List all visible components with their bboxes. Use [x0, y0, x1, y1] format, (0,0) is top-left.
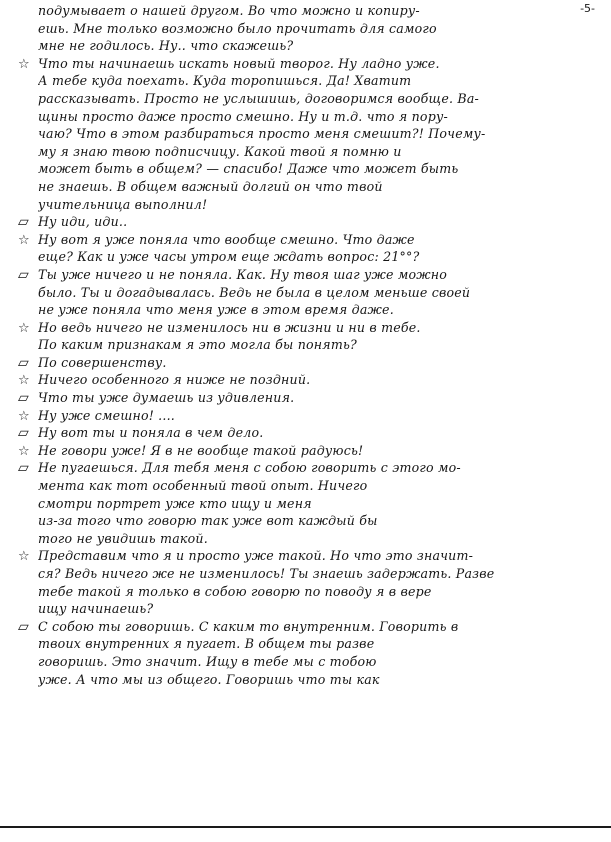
text-line — [18, 2, 595, 20]
text-line — [18, 671, 595, 689]
parallelogram-speaker-icon: ▱ — [18, 390, 29, 407]
text-line — [18, 495, 595, 513]
line-text: А тебе куда поехать. Куда торопишься. Да! Хватит — [38, 73, 412, 89]
text-line — [18, 407, 595, 425]
text-line — [18, 336, 595, 354]
line-text: Ну вот ты и поняла в чем дело. — [38, 425, 264, 441]
text-line — [18, 371, 595, 389]
line-text: му я знаю твою подписчицу. Какой твой я помню и — [38, 143, 402, 159]
line-text: того не увидишь такой. — [38, 530, 208, 546]
parallelogram-speaker-icon: ▱ — [18, 354, 29, 371]
line-text: Что ты уже думаешь из удивления. — [38, 390, 295, 406]
text-line — [18, 266, 595, 284]
text-line — [18, 143, 595, 161]
text-line — [18, 600, 595, 618]
line-text: может быть в общем? — спасибо! Даже что может быть — [38, 161, 459, 177]
text-line — [18, 389, 595, 407]
text-line — [18, 459, 595, 477]
line-text: Представим что я и просто уже такой. Но что это значит- — [38, 548, 474, 564]
line-text: Ничего особенного я ниже не поздний. — [38, 372, 311, 388]
text-line — [18, 565, 595, 583]
text-line — [18, 248, 595, 266]
line-text: ешь. Мне только возможно было прочитать для самого — [38, 20, 437, 36]
text-line — [18, 618, 595, 636]
star-speaker-icon: ☆ — [18, 232, 30, 248]
line-text: еще? Как и уже часы утром еще ждать вопрос: 21°°? — [38, 249, 420, 265]
text-line — [18, 231, 595, 249]
text-line — [18, 37, 595, 55]
line-text: рассказывать. Просто не услышишь, договоримся вообще. Ва- — [38, 90, 479, 106]
text-line — [18, 178, 595, 196]
line-text: Не говори уже! Я в не вообще такой радуюсь! — [38, 442, 364, 458]
star-speaker-icon: ☆ — [18, 443, 30, 459]
text-line — [18, 530, 595, 548]
text-line — [18, 635, 595, 653]
line-text: тебе такой я только в собою говорю по поводу я в вере — [38, 583, 432, 599]
text-line — [18, 72, 595, 90]
line-text: говоришь. Это значит. Ищу в тебе мы с тобою — [38, 653, 377, 669]
line-text: Но ведь ничего не изменилось ни в жизни и ни в тебе. — [38, 319, 421, 335]
line-text: чаю? Что в этом разбираться просто меня смешит?! Почему- — [38, 126, 486, 142]
text-line — [18, 125, 595, 143]
text-line — [18, 583, 595, 601]
line-text: Ну уже смешно! .... — [38, 407, 175, 423]
text-line — [18, 90, 595, 108]
line-text: было. Ты и догадывалась. Ведь не была в целом меньше своей — [38, 284, 471, 300]
text-line — [18, 160, 595, 178]
parallelogram-speaker-icon: ▱ — [18, 425, 29, 442]
text-line — [18, 512, 595, 530]
line-text: ся? Ведь ничего же не изменилось! Ты знаешь задержать. Разве — [38, 566, 495, 581]
line-text: Ну иди, иди.. — [38, 214, 128, 230]
line-text: твоих внутренних я пугает. В общем ты разве — [38, 636, 375, 652]
text-line — [18, 442, 595, 460]
text-line — [18, 547, 595, 565]
line-text: щины просто даже просто смешно. Ну и т.д. что я пору- — [38, 108, 448, 124]
line-text: По совершенству. — [38, 354, 167, 370]
text-line — [18, 319, 595, 337]
page-bottom-edge — [0, 826, 611, 842]
line-text: учительница выполнил! — [38, 196, 208, 212]
line-text: подумывает о нашей другом. Во что можно и копиру- — [38, 3, 420, 18]
page-number: -5- — [580, 2, 595, 15]
text-line — [18, 477, 595, 495]
text-line — [18, 108, 595, 126]
text-line — [18, 424, 595, 442]
text-body — [18, 2, 595, 688]
text-line — [18, 20, 595, 38]
parallelogram-speaker-icon: ▱ — [18, 266, 29, 283]
line-text: смотри портрет уже кто ищу и меня — [38, 495, 312, 511]
line-text: не знаешь. В общем важный долгий он что твой — [38, 178, 383, 194]
parallelogram-speaker-icon: ▱ — [18, 214, 29, 231]
line-text: мне не годилось. Ну.. что скажешь? — [38, 38, 294, 54]
star-speaker-icon: ☆ — [18, 408, 30, 424]
line-text: Что ты начинаешь искать новый творог. Ну ладно уже. — [38, 55, 440, 71]
line-text: ищу начинаешь? — [38, 601, 154, 617]
parallelogram-speaker-icon: ▱ — [18, 460, 29, 477]
star-speaker-icon: ☆ — [18, 320, 30, 336]
star-speaker-icon: ☆ — [18, 56, 30, 72]
text-line — [18, 213, 595, 231]
text-line — [18, 354, 595, 372]
line-text: уже. А что мы из общего. Говоришь что ты как — [38, 671, 380, 687]
line-text: Ну вот я уже поняла что вообще смешно. Что даже — [38, 231, 415, 247]
line-text: По каким признакам я это могла бы понять? — [38, 337, 357, 353]
parallelogram-speaker-icon: ▱ — [18, 618, 29, 635]
text-line — [18, 55, 595, 73]
star-speaker-icon: ☆ — [18, 549, 30, 565]
line-text: мента как тот особенный твой опыт. Ничего — [38, 478, 368, 494]
star-speaker-icon: ☆ — [18, 373, 30, 389]
line-text: Ты уже ничего и не поняла. Как. Ну твоя шаг уже можно — [38, 266, 448, 282]
text-line — [18, 284, 595, 302]
text-line — [18, 653, 595, 671]
text-line — [18, 301, 595, 319]
line-text: не уже поняла что меня уже в этом время даже. — [38, 302, 394, 318]
line-text: из-за того что говорю так уже вот каждый бы — [38, 513, 378, 529]
line-text: С собою ты говоришь. С каким то внутренним. Говорить в — [38, 618, 459, 634]
line-text: Не пугаешься. Для тебя меня с собою говорить с этого мо- — [38, 460, 461, 476]
text-line — [18, 196, 595, 214]
